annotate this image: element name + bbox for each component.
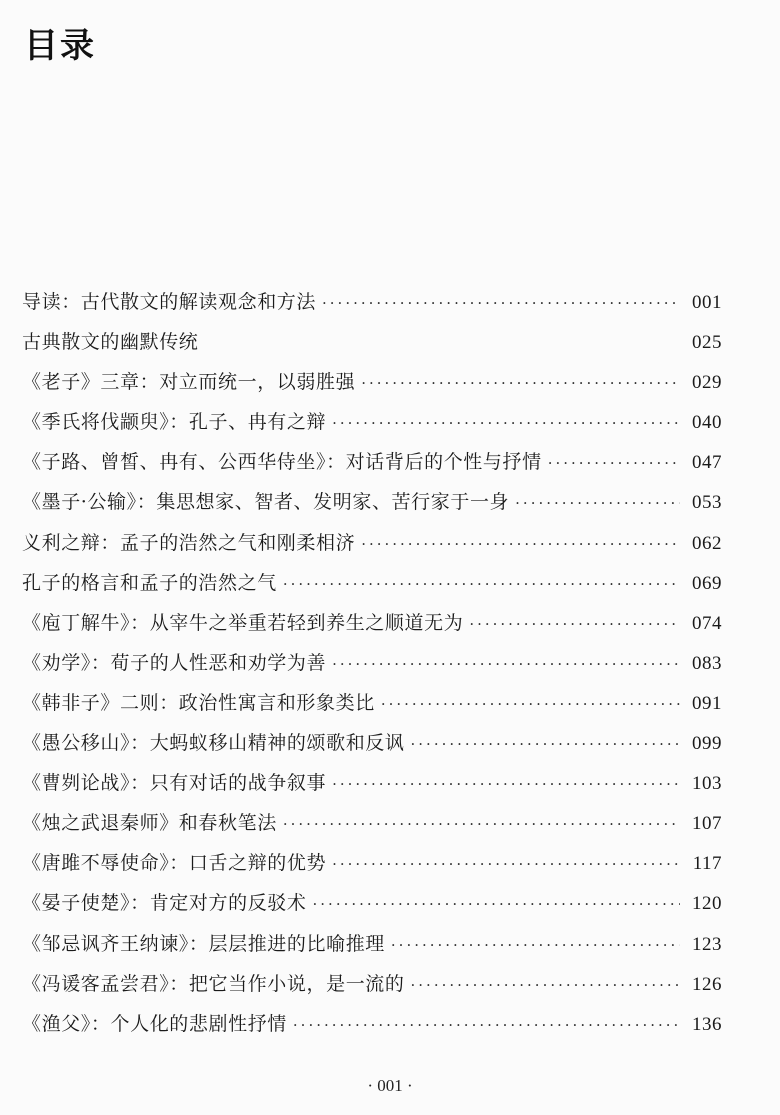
dot-leader [391, 925, 680, 965]
toc-entry [22, 643, 722, 683]
toc-entry-title: 《韩非子》二则：政治性寓言和形象类比 [22, 691, 375, 714]
toc-entry-title: 《烛之武退秦师》和春秋笔法 [22, 812, 277, 835]
toc-entry [22, 563, 722, 603]
toc-entry [22, 843, 722, 883]
toc-entry-title: 《墨子·公输》：集思想家、智者、发明家、苦行家于一身 [22, 491, 510, 514]
toc-entry-title: 《劝学》：荀子的人性恶和劝学为善 [22, 651, 327, 674]
toc-entry-page-number: 120 [692, 893, 722, 915]
dot-leader [411, 965, 680, 1005]
page-number: · 001 · [367, 1076, 413, 1095]
toc-entry [22, 723, 722, 763]
toc-entry-page-number: 123 [692, 933, 722, 955]
toc-entry-page-number: 047 [692, 452, 722, 474]
page-title: 目录 [24, 26, 96, 66]
toc-entry-title: 义利之辩：孟子的浩然之气和刚柔相济 [22, 531, 356, 554]
dot-leader [361, 524, 680, 564]
toc-entry [22, 482, 722, 522]
dot-leader [548, 443, 680, 483]
toc-entry [22, 402, 722, 442]
toc-entry-title: 《邹忌讽齐王纳谏》：层层推进的比喻推理 [22, 932, 385, 955]
dot-leader [332, 644, 680, 684]
toc-entry-page-number: 053 [692, 492, 722, 514]
toc-entry [22, 282, 722, 322]
dot-leader [322, 283, 680, 323]
toc-entry-title: 《冯谖客孟尝君》：把它当作小说，是一流的 [22, 972, 405, 995]
dot-leader [332, 844, 680, 884]
toc-entry-page-number: 025 [692, 332, 722, 354]
toc-entry [22, 964, 722, 1004]
toc-entry-page-number: 040 [692, 412, 722, 434]
dot-leader [283, 804, 680, 844]
toc-entry-page-number: 091 [692, 692, 722, 714]
dot-leader [313, 884, 680, 924]
dot-leader [381, 684, 680, 724]
toc-entry-page-number: 107 [692, 813, 722, 835]
toc-entry-page-number: 099 [692, 733, 722, 755]
toc-entry-page-number: 117 [692, 853, 722, 875]
toc-entry [22, 1004, 722, 1044]
toc-entry-title: 孔子的格言和孟子的浩然之气 [22, 571, 277, 594]
toc-entry [22, 362, 722, 402]
toc-entry-title: 导读：古代散文的解读观念和方法 [22, 291, 317, 313]
toc-entry-title: 《晏子使楚》：肯定对方的反驳术 [22, 892, 307, 915]
toc-entry-title: 《庖丁解牛》：从宰牛之举重若轻到养生之顺道无为 [22, 611, 464, 634]
dot-leader [332, 403, 680, 443]
toc-entry-title: 《愚公移山》：大蚂蚁移山精神的颂歌和反讽 [22, 732, 405, 755]
toc-entry-title: 《子路、曾皙、冉有、公西华侍坐》：对话背后的个性与抒情 [22, 451, 542, 474]
toc-entry [22, 803, 722, 843]
toc-entry [22, 322, 722, 362]
toc-entry [22, 683, 722, 723]
toc-entry [22, 924, 722, 964]
toc-entry-page-number: 103 [692, 773, 722, 795]
toc-entry-page-number: 083 [692, 652, 722, 674]
toc-entry-page-number: 062 [692, 532, 722, 554]
dot-leader [293, 1005, 680, 1045]
toc-entry-title: 《老子》三章：对立而统一，以弱胜强 [22, 371, 356, 394]
toc-entry [22, 883, 722, 923]
toc-entry-title: 《曹刿论战》：只有对话的战争叙事 [22, 772, 327, 795]
dot-leader [283, 564, 680, 604]
toc-entry-page-number: 074 [692, 612, 722, 634]
toc-entry-page-number: 069 [692, 572, 722, 594]
toc-entry-page-number: 136 [692, 1013, 722, 1035]
toc-entry-title: 《渔父》：个人化的悲剧性抒情 [22, 1012, 287, 1035]
toc-entry-page-number: 126 [692, 973, 722, 995]
dot-leader [515, 483, 680, 523]
toc-entry-page-number: 029 [692, 372, 722, 394]
toc-entry [22, 523, 722, 563]
dot-leader [411, 724, 680, 764]
toc-entry-title: 《唐雎不辱使命》：口舌之辩的优势 [22, 852, 327, 875]
dot-leader [361, 363, 680, 403]
toc-entry-title: 古典散文的幽默传统 [22, 331, 199, 354]
toc-entry [22, 763, 722, 803]
dot-leader [469, 604, 680, 644]
toc-entry [22, 603, 722, 643]
dot-leader [332, 764, 680, 804]
toc-entry [22, 442, 722, 482]
toc-entry-title: 《季氏将伐颛臾》：孔子、冉有之辩 [22, 411, 327, 434]
toc-entry-page-number: 001 [692, 292, 722, 313]
toc-list [22, 282, 722, 1044]
